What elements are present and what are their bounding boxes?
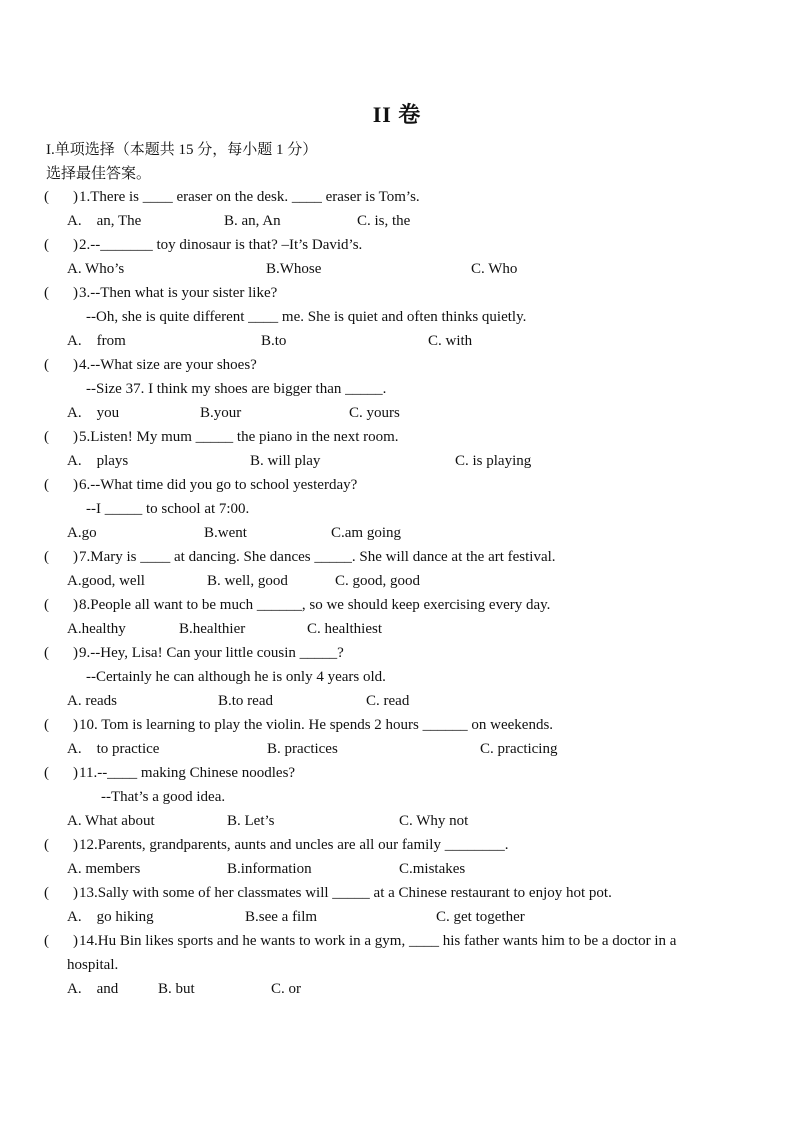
question-stem: 3.--Then what is your sister like? — [79, 285, 278, 301]
answer-option: A. reads — [67, 693, 117, 709]
answer-option: B.see a film — [245, 909, 318, 925]
answer-option: A.healthy — [67, 621, 126, 637]
answer-paren-open: ( — [44, 285, 49, 301]
question-stem: 2.--_______ toy dinosaur is that? –It’s David’s. — [79, 237, 363, 253]
answer-option: C.am going — [331, 525, 401, 541]
answer-option: B. Let’s — [227, 813, 275, 829]
answer-option: A. plays — [67, 453, 129, 469]
answer-option: A. an, The — [67, 213, 142, 229]
answer-paren-open: ( — [44, 717, 49, 733]
question-dialogue-line: --That’s a good idea. — [101, 789, 226, 805]
answer-option: C. Why not — [399, 813, 469, 829]
answer-paren-close: ) — [73, 549, 78, 565]
question-stem: 9.--Hey, Lisa! Can your little cousin _____? — [79, 645, 344, 661]
answer-paren-open: ( — [44, 237, 49, 253]
answer-paren-close: ) — [73, 933, 78, 949]
question-stem: 5.Listen! My mum _____ the piano in the next room. — [79, 429, 399, 445]
answer-option: A. you — [67, 405, 120, 421]
answer-option: A.good, well — [67, 573, 145, 589]
question-dialogue-line: --Certainly he can although he is only 4 years old. — [86, 669, 386, 685]
answer-paren-close: ) — [73, 765, 78, 781]
answer-option: B. but — [158, 981, 195, 997]
question-stem: 6.--What time did you go to school yesterday? — [79, 477, 358, 493]
answer-option: C. practicing — [480, 741, 558, 757]
question-stem: 12.Parents, grandparents, aunts and uncles are all our family ________. — [79, 837, 509, 853]
answer-option: C. Who — [471, 261, 518, 277]
answer-paren-open: ( — [44, 429, 49, 445]
answer-option: C. yours — [349, 405, 400, 421]
answer-option: A. to practice — [67, 741, 160, 757]
answer-option: A. and — [67, 981, 119, 997]
answer-option: B. will play — [250, 453, 321, 469]
answer-option: B. an, An — [224, 213, 281, 229]
answer-option: C. is playing — [455, 453, 532, 469]
answer-option: C. is, the — [357, 213, 411, 229]
answer-paren-open: ( — [44, 645, 49, 661]
question-stem: 4.--What size are your shoes? — [79, 357, 257, 373]
answer-paren-close: ) — [73, 357, 78, 373]
question-stem: 11.--____ making Chinese noodles? — [79, 765, 296, 781]
question-stem: 14.Hu Bin likes sports and he wants to work in a gym, ____ his father wants him to be a doctor in a — [79, 933, 677, 949]
question-stem: 13.Sally with some of her classmates will _____ at a Chinese restaurant to enjoy hot pot. — [79, 885, 612, 901]
answer-paren-close: ) — [73, 837, 78, 853]
question-dialogue-line: --Size 37. I think my shoes are bigger than _____. — [86, 381, 387, 397]
answer-paren-open: ( — [44, 885, 49, 901]
answer-option: C. healthiest — [307, 621, 382, 637]
answer-option: B.went — [204, 525, 247, 541]
answer-option: B.Whose — [266, 261, 322, 277]
answer-option: A. What about — [67, 813, 155, 829]
answer-paren-close: ) — [73, 717, 78, 733]
answer-paren-close: ) — [73, 189, 78, 205]
answer-option: A.go — [67, 525, 97, 541]
answer-paren-close: ) — [73, 645, 78, 661]
answer-option: C. get together — [436, 909, 525, 925]
answer-option: A. go hiking — [67, 909, 154, 925]
answer-paren-open: ( — [44, 933, 49, 949]
answer-option: C. good, good — [335, 573, 421, 589]
answer-option: B.healthier — [179, 621, 246, 637]
answer-paren-close: ) — [73, 885, 78, 901]
answer-paren-close: ) — [73, 429, 78, 445]
answer-option: C. with — [428, 333, 473, 349]
answer-option: B.to read — [218, 693, 273, 709]
answer-option: C.mistakes — [399, 861, 466, 877]
answer-paren-close: ) — [73, 285, 78, 301]
answer-option: B.to — [261, 333, 287, 349]
answer-paren-close: ) — [73, 597, 78, 613]
answer-paren-open: ( — [44, 549, 49, 565]
answer-paren-open: ( — [44, 765, 49, 781]
answer-option: C. read — [366, 693, 410, 709]
question-stem: 10. Tom is learning to play the violin. He spends 2 hours ______ on weekends. — [79, 717, 554, 733]
question-dialogue-line: --Oh, she is quite different ____ me. She is quiet and often thinks quietly. — [86, 309, 527, 325]
question-dialogue-line: --I _____ to school at 7:00. — [86, 501, 250, 517]
answer-option: A. from — [67, 333, 126, 349]
answer-paren-open: ( — [44, 597, 49, 613]
answer-option: A. Who’s — [67, 261, 125, 277]
answer-paren-open: ( — [44, 837, 49, 853]
question-stem: 8.People all want to be much ______, so we should keep exercising every day. — [79, 597, 551, 613]
question-stem: 1.There is ____ eraser on the desk. ____ eraser is Tom’s. — [79, 189, 420, 205]
question-stem: 7.Mary is ____ at dancing. She dances _____. She will dance at the art festival. — [79, 549, 556, 565]
answer-paren-open: ( — [44, 477, 49, 493]
answer-option: B.your — [200, 405, 242, 421]
section-header: I.单项选择（本题共 15 分，每小题 1 分） — [46, 142, 318, 158]
answer-option: C. or — [271, 981, 301, 997]
answer-option: B. well, good — [207, 573, 288, 589]
answer-paren-open: ( — [44, 189, 49, 205]
page-title: II 卷 — [372, 102, 422, 127]
answer-option: A. members — [67, 861, 141, 877]
question-stem-continuation: hospital. — [67, 957, 119, 973]
answer-paren-close: ) — [73, 237, 78, 253]
answer-option: B.information — [227, 861, 312, 877]
answer-paren-open: ( — [44, 357, 49, 373]
answer-paren-close: ) — [73, 477, 78, 493]
instruction: 选择最佳答案。 — [46, 166, 152, 182]
answer-option: B. practices — [267, 741, 338, 757]
